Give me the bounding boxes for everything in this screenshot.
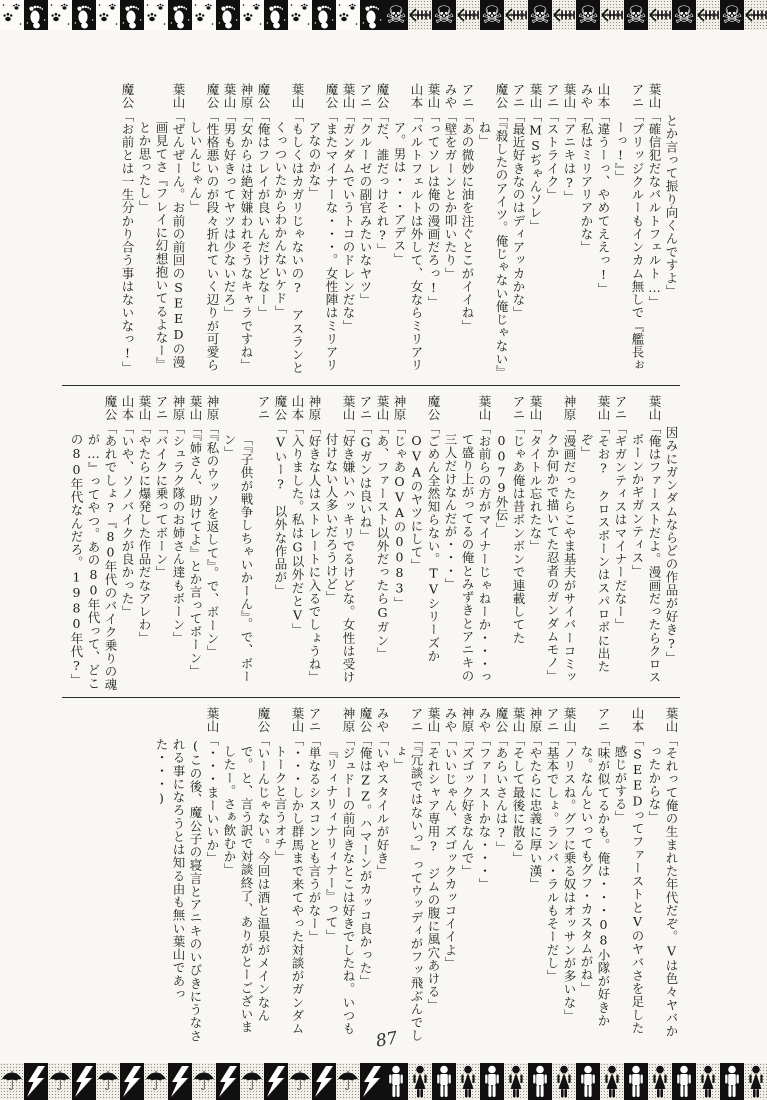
- speaker-name: みや: [443, 707, 458, 734]
- dialogue-text: 「好きな人はストレートに入るでしょうね」: [307, 421, 322, 684]
- dialogue-line: [323, 707, 357, 1045]
- speaker-name: アニ: [596, 707, 611, 734]
- skull-crossbones-icon: ☠: [577, 1, 599, 29]
- dialogue-text: 「『姉さん、助けてよ』とか言ってボーン」: [188, 421, 203, 678]
- dialogue-line: [442, 395, 493, 692]
- footprint-icon: [24, 0, 48, 30]
- dialogue-line: [119, 395, 136, 692]
- dialogue-line: [527, 83, 544, 380]
- dialogue-text: 「『私のウッソを返して』。で、ボーン」: [205, 421, 220, 659]
- dialogue-text: 「シュラク隊のお姉さん達もボーン」: [171, 421, 186, 645]
- speaker-name: 葉山: [426, 707, 441, 734]
- dialogue-line: [612, 395, 629, 692]
- dialogue-line: [476, 83, 510, 380]
- speaker-name: 葉山: [664, 707, 679, 734]
- umbrella-icon: ☂: [96, 1063, 120, 1100]
- skull-crossbones-icon: ☠: [721, 1, 743, 29]
- speaker-name: アニ: [630, 83, 645, 110]
- speaker-name: 葉山: [426, 83, 441, 110]
- speaker-name: アニ: [358, 83, 373, 110]
- lightning-bolt-icon: [72, 1063, 96, 1100]
- fishbone-icon: [408, 0, 432, 30]
- dialogue-text: 「あらいさんは?」: [494, 733, 509, 854]
- dialogue-text: 「ノリスね。グフに乗る奴はオッサンが多いな」: [562, 733, 577, 1022]
- speaker-name: 魔公: [273, 395, 288, 422]
- dialogue-line: [187, 395, 204, 692]
- dialogue-text: 「じゃあOVAの0083」: [392, 421, 407, 610]
- lightning-bolt-icon: [24, 1063, 48, 1100]
- speaker-name: 葉山: [596, 395, 611, 422]
- dialogue-text: 「SEEDってファーストとVのヤバさを足した感じがする」: [613, 733, 645, 1035]
- speaker-name: アニ: [256, 395, 271, 422]
- speaker-name: アニ: [545, 83, 560, 110]
- skull-crossbones-icon: ☠: [385, 1, 407, 29]
- speaker-name: みや: [579, 83, 594, 110]
- man-figure-icon: [624, 1063, 648, 1100]
- fishbone-icon: [696, 0, 720, 30]
- speaker-name: 魔公: [375, 83, 390, 110]
- dialogue-line: [527, 707, 544, 1045]
- dialogue-line: [68, 395, 119, 692]
- speaker-name: アニ: [154, 395, 169, 422]
- dialogue-text: 「好き嫌いハッキリでるけどな。女性は受け付けない人多いだろうけど」: [324, 421, 356, 684]
- footprint-icon: [216, 0, 240, 30]
- skull-crossbones-icon: ☠: [529, 1, 551, 29]
- dialogue-line: [153, 395, 170, 692]
- dialogue-line: [153, 707, 204, 1045]
- dialogue-content: [62, 83, 680, 1045]
- lightning-bolt-icon: [312, 1063, 336, 1100]
- dialogue-line: [646, 83, 663, 380]
- dialogue-line: [357, 83, 374, 380]
- dialogue-text: 「ごめん全然知らない。TVシリーズかOVAのヤツにして」: [409, 421, 441, 663]
- dialogue-text: 「バイクに乗ってボーン」: [154, 421, 169, 579]
- speaker-name: 神原: [460, 707, 475, 734]
- dialogue-line: [544, 707, 561, 1045]
- page-number: 87: [374, 1028, 400, 1052]
- dialogue-line: [170, 395, 187, 692]
- fishbone-icon: [600, 0, 624, 30]
- speaker-name: アニ: [409, 707, 424, 734]
- dialogue-text: 「そして最後に散る」: [511, 733, 526, 865]
- speaker-name: 葉山: [511, 707, 526, 734]
- speaker-name: 葉山: [205, 707, 220, 734]
- dialogue-text: 「いいじゃん、ズゴックカッコイイよ」: [443, 733, 458, 970]
- dialogue-line: [221, 395, 272, 692]
- speaker-name: みや: [375, 707, 390, 734]
- dialogue-text: 「お前らの方がマイナーじゃねーか・・・って盛り上がってるの俺とみずきとアニキの三人だけなんだが・・・」: [443, 421, 492, 684]
- dialogue-text: 「基本でしょ。ランバ・ラルもそーだし」: [545, 733, 560, 983]
- dialogue-line: [544, 395, 578, 692]
- dialogue-line: [391, 707, 425, 1045]
- dialogue-text: 「・・・しかし群馬まで来てやった対談がガンダムトークと言うオチ」: [273, 733, 305, 1036]
- footprint-icon: [312, 0, 336, 30]
- speaker-name: 葉山: [290, 83, 305, 110]
- skull-crossbones-icon: ☠: [625, 1, 647, 29]
- woman-figure-icon: [600, 1063, 624, 1100]
- dialogue-line: [391, 83, 425, 380]
- woman-figure-icon: [744, 1063, 767, 1100]
- dialogue-text: 「性格悪いのが段々折れていく辺りが可愛らしいんじゃん」: [188, 109, 220, 372]
- dialogue-line: [493, 707, 510, 1045]
- dialogue-text: 「やたらに忠義に厚い漢」: [528, 733, 543, 891]
- paw-prints-icon: [144, 0, 168, 30]
- lightning-bolt-icon: [216, 1063, 240, 1100]
- dialogue-text: 「いやスタイルが好き」: [375, 733, 390, 878]
- umbrella-icon: ☂: [336, 1063, 360, 1100]
- dialogue-line: [272, 395, 289, 692]
- lightning-bolt-icon: [264, 1063, 288, 1100]
- dialogue-text: 「最近好きなのはディアッカかな」: [511, 109, 526, 320]
- lightning-bolt-icon: [168, 1063, 192, 1100]
- dialogue-text: 「男も好きってヤツは少ないだろ」: [222, 109, 237, 320]
- dialogue-text: 「ってソレは俺の漫画だろっ!」: [426, 109, 441, 309]
- dialogue-line: [374, 707, 391, 1045]
- speaker-name: 魔公: [103, 395, 118, 422]
- dialogue-text: 「やたらに爆発した作品だなアレわ」: [137, 421, 152, 645]
- speaker-name: アニ: [511, 395, 526, 422]
- speaker-name: 葉山: [528, 83, 543, 110]
- dialogue-text: 「いーんじゃない。今回は酒と温泉がメインなんで。と、言う訳で対談終了、ありがとーございましたー。さぁ飲むか」: [222, 733, 271, 1034]
- dialogue-text: 「もしくはカガリじゃないの? アスランとくっついたからわかんないケド」: [273, 109, 305, 375]
- dialogue-line: [136, 83, 187, 380]
- dialogue-line: [272, 707, 306, 1045]
- fishbone-icon: [456, 0, 480, 30]
- speaker-name: 神原: [239, 83, 254, 110]
- dialogue-text: 「タイトル忘れたな」: [528, 421, 543, 553]
- speaker-name: アニ: [358, 395, 373, 422]
- dialogue-line: [612, 83, 646, 380]
- fishbone-icon: [648, 0, 672, 30]
- dialogue-text: 「確信犯だなバルトフェルト…」: [647, 109, 662, 309]
- speaker-name: 神原: [307, 395, 322, 422]
- paw-prints-icon: [288, 0, 312, 30]
- dialogue-line: [306, 707, 323, 1045]
- speaker-name: 葉山: [375, 395, 390, 422]
- dialogue-text: 「バルトフェルトは外して、女ならミリアリア。男は・・・アデス」: [392, 109, 424, 372]
- fishbone-icon: [552, 0, 576, 30]
- umbrella-icon: ☂: [288, 1063, 312, 1100]
- dialogue-text: 「ガンダムでいうトコのドレンだな」: [341, 109, 356, 333]
- man-figure-icon: [384, 1063, 408, 1100]
- speaker-name: 魔公: [256, 83, 271, 110]
- dialogue-line: [578, 707, 612, 1045]
- dialogue-line: [221, 83, 238, 380]
- speaker-name: 葉山: [562, 83, 577, 110]
- dialogue-line: [510, 83, 527, 380]
- speaker-name: 神原: [392, 395, 407, 422]
- bottom-decorative-border: [0, 1063, 767, 1100]
- speaker-name: 葉山: [477, 395, 492, 422]
- dialogue-line: [442, 83, 459, 380]
- fishbone-icon: [504, 0, 528, 30]
- dialogue-line: [442, 707, 459, 1045]
- dialogue-text: 「ストライク」: [545, 109, 560, 202]
- speaker-name: 葉山: [171, 83, 186, 110]
- speaker-name: 神原: [528, 707, 543, 734]
- skull-crossbones-icon: ☠: [433, 1, 455, 29]
- man-figure-icon: [528, 1063, 552, 1100]
- speaker-name: 山本: [290, 395, 305, 422]
- dialogue-text: 「Vいー? 以外な作品が」: [273, 421, 288, 597]
- speaker-name: 葉山: [290, 707, 305, 734]
- dialogue-text: 「お前とは一生分かり合う事はないなっ!」: [120, 109, 135, 375]
- woman-figure-icon: [648, 1063, 672, 1100]
- dialogue-line: [323, 395, 357, 692]
- dialogue-line: [391, 395, 408, 692]
- dialogue-text: 「あの微妙に油を注ぐとこがイイね」: [460, 109, 475, 333]
- dialogue-line: [527, 395, 544, 692]
- dialogue-text: 「ファーストかな・・・」: [477, 733, 492, 891]
- dialogue-line: [408, 395, 442, 692]
- umbrella-icon: ☂: [240, 1063, 264, 1100]
- speaker-name: みや: [477, 707, 492, 734]
- dialogue-line: [306, 395, 323, 692]
- dialogue-text: 因みにガンダムならどの作品が好き?」: [664, 426, 679, 665]
- dialogue-line: [561, 83, 578, 380]
- dialogue-text: 「それって俺の生まれた年代だぞ。Vは色々ヤバかったからな」: [647, 733, 679, 1038]
- dialogue-line: [578, 395, 612, 692]
- dialogue-line: [357, 707, 374, 1045]
- speaker-name: 神原: [341, 707, 356, 734]
- skull-crossbones-icon: ☠: [481, 1, 503, 29]
- speaker-name: 山本: [120, 395, 135, 422]
- man-figure-icon: [576, 1063, 600, 1100]
- speaker-name: 葉山: [562, 707, 577, 734]
- speaker-name: 山本: [409, 83, 424, 110]
- speaker-name: 山本: [630, 707, 645, 734]
- dialogue-text: 「『殺したのアイツ。俺じゃない俺じゃない』ね」: [477, 109, 509, 379]
- dialogue-text: 「ブリッジクルーもインカム無しで『艦長ぉーっ!』」: [613, 109, 645, 372]
- dialogue-line: [374, 83, 391, 380]
- speaker-name: 葉山: [222, 83, 237, 110]
- dialogue-section-1: [62, 83, 680, 380]
- woman-figure-icon: [504, 1063, 528, 1100]
- dialogue-text: 「ぜんぜーん。お前の前回のSEEDの漫画見てさ『フレイに幻想抱いてるよなー』とか思ったし」: [137, 109, 186, 370]
- dialogue-text: 「MSぢゃんソレ」: [528, 109, 543, 233]
- dialogue-text: 「俺はファーストだよ。漫画だったらクロスボーンかギガンティス」: [630, 421, 662, 684]
- dialogue-text: 「違うーっ、やめてええっ!」: [596, 109, 611, 296]
- fishbone-icon: [744, 0, 767, 30]
- dialogue-text: 「単なるシスコンとも言うがなー」: [307, 733, 322, 944]
- woman-figure-icon: [456, 1063, 480, 1100]
- speaker-name: 魔公: [120, 83, 135, 110]
- dialogue-text: 「入りました。私はG以外だとV」: [290, 421, 305, 637]
- section-divider: [62, 697, 680, 698]
- speaker-name: みや: [443, 83, 458, 110]
- speaker-name: 山本: [596, 83, 611, 110]
- dialogue-line: [221, 707, 272, 1045]
- lightning-bolt-icon: [120, 1063, 144, 1100]
- speaker-name: 葉山: [647, 395, 662, 422]
- dialogue-text: 「俺はフレイが良いんだけどなー」: [256, 109, 271, 320]
- section-divider: [62, 385, 680, 386]
- dialogue-line: [289, 395, 306, 692]
- man-figure-icon: [720, 1063, 744, 1100]
- dialogue-line: [595, 83, 612, 380]
- woman-figure-icon: [696, 1063, 720, 1100]
- man-figure-icon: [432, 1063, 456, 1100]
- dialogue-section-2: [62, 395, 680, 692]
- speaker-name: 魔公: [324, 83, 339, 110]
- dialogue-line: [459, 83, 476, 380]
- dialogue-line: [340, 83, 357, 380]
- man-figure-icon: [672, 1063, 696, 1100]
- dialogue-line: [612, 707, 646, 1045]
- dialogue-text: 「漫画だったらこやま基夫がサイバーコミックか何かで描いてた忍者のガンダムモノ」: [545, 421, 577, 684]
- dialogue-line: [374, 395, 391, 692]
- footprint-icon: [72, 0, 96, 30]
- dialogue-line: [510, 707, 527, 1045]
- umbrella-icon: ☂: [48, 1063, 72, 1100]
- dialogue-text: 「またマイナーな・・・。女性陣はミリアリアなのかな」: [307, 109, 339, 372]
- dialogue-text: 「クルーゼの副官みたいなヤツ」: [358, 109, 373, 307]
- woman-figure-icon: [408, 1063, 432, 1100]
- paw-prints-icon: [336, 0, 360, 30]
- dialogue-line: [544, 83, 561, 380]
- paw-prints-icon: [96, 0, 120, 30]
- dialogue-line: [272, 83, 306, 380]
- top-decorative-border: [0, 0, 767, 30]
- dialogue-text: 「・・・まーいいか」: [205, 733, 220, 865]
- dialogue-line: [425, 707, 442, 1045]
- dialogue-line: [204, 707, 221, 1045]
- paw-prints-icon: [192, 0, 216, 30]
- speaker-name: 神原: [562, 395, 577, 422]
- dialogue-text: 「『冗談ではないっ』ってウッディがフッ飛ぶんでしょ」: [392, 733, 424, 1042]
- speaker-name: 魔公: [426, 395, 441, 422]
- dialogue-text: 「壁をガーンとか叩いたり」: [443, 109, 458, 280]
- dialogue-text: 「それシャア専用? ジムの腹に風穴あける」: [426, 733, 441, 1012]
- paw-prints-icon: [0, 0, 24, 30]
- dialogue-text: (この後、魔公子の寝言とアニキのいびきにうなされる事になろうとは知る由も無い葉山であった・・・): [154, 738, 203, 1043]
- dialogue-text: 「女からは絶対嫌われそうなキャラですね」: [239, 109, 254, 372]
- paw-prints-icon: [48, 0, 72, 30]
- dialogue-text: 「あ、ファースト以外だったらGガン」: [375, 421, 390, 660]
- speaker-name: アニ: [460, 83, 475, 110]
- footprint-icon: [168, 0, 192, 30]
- speaker-name: アニ: [307, 707, 322, 734]
- dialogue-text: とか言って振り向くんですよ」: [664, 114, 679, 298]
- man-figure-icon: [480, 1063, 504, 1100]
- umbrella-icon: ☂: [144, 1063, 168, 1100]
- dialogue-line: [119, 83, 136, 380]
- dialogue-text: 「じゃあ俺は昔ボンボンで連載してた0079外伝」: [494, 421, 526, 645]
- dialogue-line: [663, 83, 680, 380]
- woman-figure-icon: [552, 1063, 576, 1100]
- dialogue-line: [646, 707, 680, 1045]
- dialogue-line: [459, 707, 476, 1045]
- dialogue-text: 「Gガンは良いね」: [358, 421, 373, 542]
- dialogue-text: 「『子供が戦争しちゃいかーん』。で、ボーン」: [222, 432, 254, 683]
- dialogue-text: 「ジュドーの前向きなとこは好きでしたね。いつも『リィナリィナリィナー』って」: [324, 733, 356, 1036]
- speaker-name: 葉山: [647, 83, 662, 110]
- dialogue-line: [561, 707, 578, 1045]
- footprint-icon: [264, 0, 288, 30]
- dialogue-line: [306, 83, 340, 380]
- dialogue-line: [629, 395, 663, 692]
- speaker-name: 魔公: [494, 83, 509, 110]
- speaker-name: 葉山: [137, 395, 152, 422]
- speaker-name: アニ: [545, 707, 560, 734]
- speaker-name: 葉山: [528, 395, 543, 422]
- dialogue-text: 「そお? クロスボーンはスパロボに出たぞ」: [579, 421, 611, 674]
- dialogue-line: [238, 83, 255, 380]
- paw-prints-icon: [240, 0, 264, 30]
- speaker-name: 葉山: [341, 395, 356, 422]
- dialogue-text: 「俺はZZ。ハマーンがカッコ良かった」: [358, 733, 373, 988]
- speaker-name: 魔公: [358, 707, 373, 734]
- speaker-name: 魔公: [494, 707, 509, 734]
- dialogue-section-3: [62, 707, 680, 1045]
- dialogue-text: 「あれでしょ?『80年代のバイク乗りの魂が…』ってやつ。あの80年代って、どこの80年代なんだろ。1980年代?」: [69, 421, 118, 692]
- dialogue-text: 「だ、誰だっけそれ?」: [375, 109, 390, 257]
- dialogue-line: [663, 395, 680, 692]
- umbrella-icon: ☂: [0, 1063, 24, 1100]
- dialogue-line: [493, 395, 527, 692]
- speaker-name: アニ: [613, 395, 628, 422]
- speaker-name: 魔公: [205, 83, 220, 110]
- speaker-name: 神原: [205, 395, 220, 422]
- speaker-name: 葉山: [188, 395, 203, 422]
- dialogue-line: [204, 395, 221, 692]
- lightning-bolt-icon: [360, 1063, 384, 1100]
- dialogue-line: [187, 83, 221, 380]
- footprint-icon: [360, 0, 384, 30]
- dialogue-line: [578, 83, 595, 380]
- speaker-name: 神原: [171, 395, 186, 422]
- umbrella-icon: ☂: [192, 1063, 216, 1100]
- dialogue-line: [136, 395, 153, 692]
- skull-crossbones-icon: ☠: [673, 1, 695, 29]
- dialogue-text: 「ズゴック好きなんで」: [460, 733, 475, 878]
- speaker-name: 魔公: [256, 707, 271, 734]
- dialogue-line: [476, 707, 493, 1045]
- dialogue-text: 「アニキは?」: [562, 109, 577, 204]
- dialogue-text: 「いや、ソノバイクが良かった」: [120, 421, 135, 619]
- speaker-name: アニ: [511, 83, 526, 110]
- footprint-icon: [120, 0, 144, 30]
- dialogue-text: 「ギガンティスはマイナーだなー」: [613, 421, 628, 632]
- speaker-name: 葉山: [341, 83, 356, 110]
- dialogue-text: 「私はミリアリアかな」: [579, 109, 594, 254]
- dialogue-text: 「味が似てるかも。俺は・・・08小隊が好きかな。なんといってもグフ・カスタムがね」: [579, 733, 611, 1027]
- dialogue-line: [357, 395, 374, 692]
- dialogue-line: [255, 83, 272, 380]
- dialogue-line: [425, 83, 442, 380]
